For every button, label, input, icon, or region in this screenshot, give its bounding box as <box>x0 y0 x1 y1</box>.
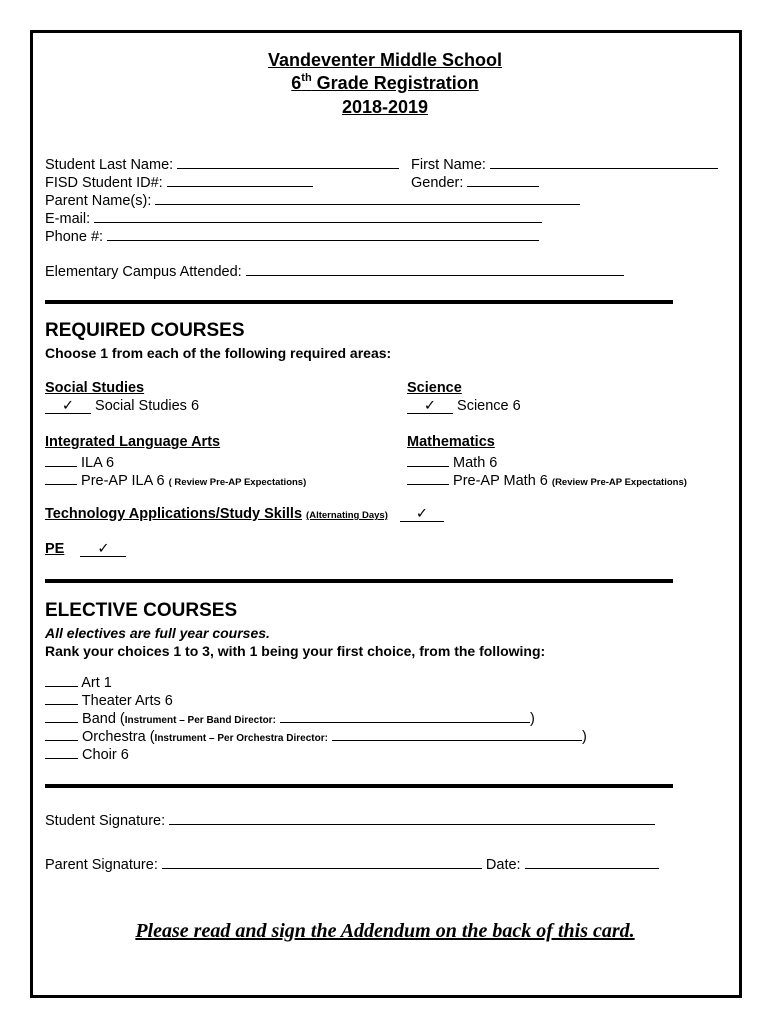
preap-ila-blank[interactable] <box>45 470 77 485</box>
science-label: Science 6 <box>457 398 521 414</box>
elective-orchestra <box>45 726 587 745</box>
social-studies-check[interactable]: ✓ <box>45 399 91 414</box>
ila-label: ILA 6 <box>81 455 115 471</box>
social-studies-option <box>45 398 199 414</box>
elective-instruction: Rank your choices 1 to 3, with 1 being your first choice, from the following: <box>45 643 546 659</box>
pe-check[interactable]: ✓ <box>80 542 126 557</box>
preap-ila-note: ( Review Pre-AP Expectations) <box>168 477 307 488</box>
science-title: Science <box>407 380 462 396</box>
student-id-row <box>45 172 313 191</box>
choir-label: Choir 6 <box>82 747 129 763</box>
ila-option-1 <box>45 452 114 471</box>
email-field[interactable] <box>94 208 542 223</box>
preap-ila-label: Pre-AP ILA 6 <box>81 473 165 489</box>
grade-title <box>0 72 770 94</box>
campus-field[interactable] <box>246 261 624 276</box>
pe-title: PE <box>45 541 65 557</box>
first-name-label: First Name: <box>411 157 486 173</box>
parent-names-row <box>45 190 580 209</box>
gender-field[interactable] <box>467 172 539 187</box>
math-option-2 <box>407 470 687 489</box>
student-signature-label: Student Signature: <box>45 813 166 829</box>
campus-label: Elementary Campus Attended: <box>45 264 242 280</box>
date-field[interactable] <box>525 854 659 869</box>
phone-label: Phone #: <box>45 229 104 245</box>
elective-band <box>45 708 535 727</box>
elective-choir <box>45 744 129 763</box>
orchestra-close-paren: ) <box>581 729 587 745</box>
parent-names-field[interactable] <box>155 190 580 205</box>
student-signature-row <box>45 810 655 829</box>
gender-label: Gender: <box>411 175 464 191</box>
date-label: Date: <box>485 857 521 873</box>
required-instruction: Choose 1 from each of the following required areas: <box>45 345 392 361</box>
tech-note: (Alternating Days) <box>306 510 388 521</box>
school-title: Vandeventer Middle School <box>267 50 503 70</box>
last-name-label: Student Last Name: <box>45 157 174 173</box>
orchestra-label: Orchestra ( <box>82 729 155 745</box>
math-blank[interactable] <box>407 452 449 467</box>
orchestra-note: Instrument – Per Orchestra Director: <box>154 733 328 744</box>
tech-row <box>45 506 444 522</box>
divider <box>45 579 673 583</box>
phone-row <box>45 226 539 245</box>
phone-field[interactable] <box>107 226 539 241</box>
divider <box>45 784 673 788</box>
band-label: Band ( <box>82 711 125 727</box>
student-id-field[interactable] <box>167 172 313 187</box>
elective-theater <box>45 690 173 709</box>
ila-option-2 <box>45 470 306 489</box>
first-name-row <box>411 154 718 173</box>
tech-check[interactable]: ✓ <box>400 507 444 522</box>
orchestra-instrument-field[interactable] <box>332 729 582 741</box>
band-instrument-field[interactable] <box>280 711 530 723</box>
theater-rank-blank[interactable] <box>45 690 78 705</box>
pe-row <box>45 541 126 557</box>
preap-math-note: (Review Pre-AP Expectations) <box>551 477 687 488</box>
parent-signature-row <box>45 854 659 873</box>
preap-math-label: Pre-AP Math 6 <box>453 473 548 489</box>
ila-title: Integrated Language Arts <box>45 434 221 450</box>
math-label: Math 6 <box>453 455 498 471</box>
social-studies-title: Social Studies <box>45 380 145 396</box>
ila-blank[interactable] <box>45 452 77 467</box>
elective-note: All electives are full year courses. <box>45 625 270 641</box>
grade-title-rest: Grade Registration <box>311 73 479 93</box>
art-rank-blank[interactable] <box>45 672 78 687</box>
last-name-field[interactable] <box>177 154 399 169</box>
choir-rank-blank[interactable] <box>45 744 78 759</box>
gender-row <box>411 172 539 191</box>
parent-signature-field[interactable] <box>162 854 482 869</box>
year-title: 2018-2019 <box>341 97 429 117</box>
band-note: Instrument – Per Band Director: <box>124 715 276 726</box>
art-label: Art 1 <box>81 675 112 691</box>
orchestra-rank-blank[interactable] <box>45 726 78 741</box>
preap-math-blank[interactable] <box>407 470 449 485</box>
science-option <box>407 398 521 414</box>
parent-signature-label: Parent Signature: <box>45 857 158 873</box>
grade-number: 6 <box>291 73 302 93</box>
parent-names-label: Parent Name(s): <box>45 193 152 209</box>
theater-label: Theater Arts 6 <box>81 693 173 709</box>
band-rank-blank[interactable] <box>45 708 78 723</box>
email-row <box>45 208 542 227</box>
student-id-label: FISD Student ID#: <box>45 175 163 191</box>
email-label: E-mail: <box>45 211 91 227</box>
first-name-field[interactable] <box>490 154 718 169</box>
last-name-row <box>45 154 399 173</box>
student-signature-field[interactable] <box>169 810 655 825</box>
required-heading: REQUIRED COURSES <box>45 320 245 341</box>
addendum-notice: Please read and sign the Addendum on the back of this card. <box>135 920 635 942</box>
campus-row <box>45 261 624 280</box>
divider <box>45 300 673 304</box>
science-check[interactable]: ✓ <box>407 399 453 414</box>
elective-art <box>45 672 112 691</box>
tech-title: Technology Applications/Study Skills <box>45 506 303 522</box>
math-title: Mathematics <box>407 434 495 450</box>
band-close-paren: ) <box>529 711 535 727</box>
math-option-1 <box>407 452 497 471</box>
grade-superscript: th <box>301 72 312 84</box>
social-studies-label: Social Studies 6 <box>95 398 200 414</box>
elective-heading: ELECTIVE COURSES <box>45 600 238 621</box>
